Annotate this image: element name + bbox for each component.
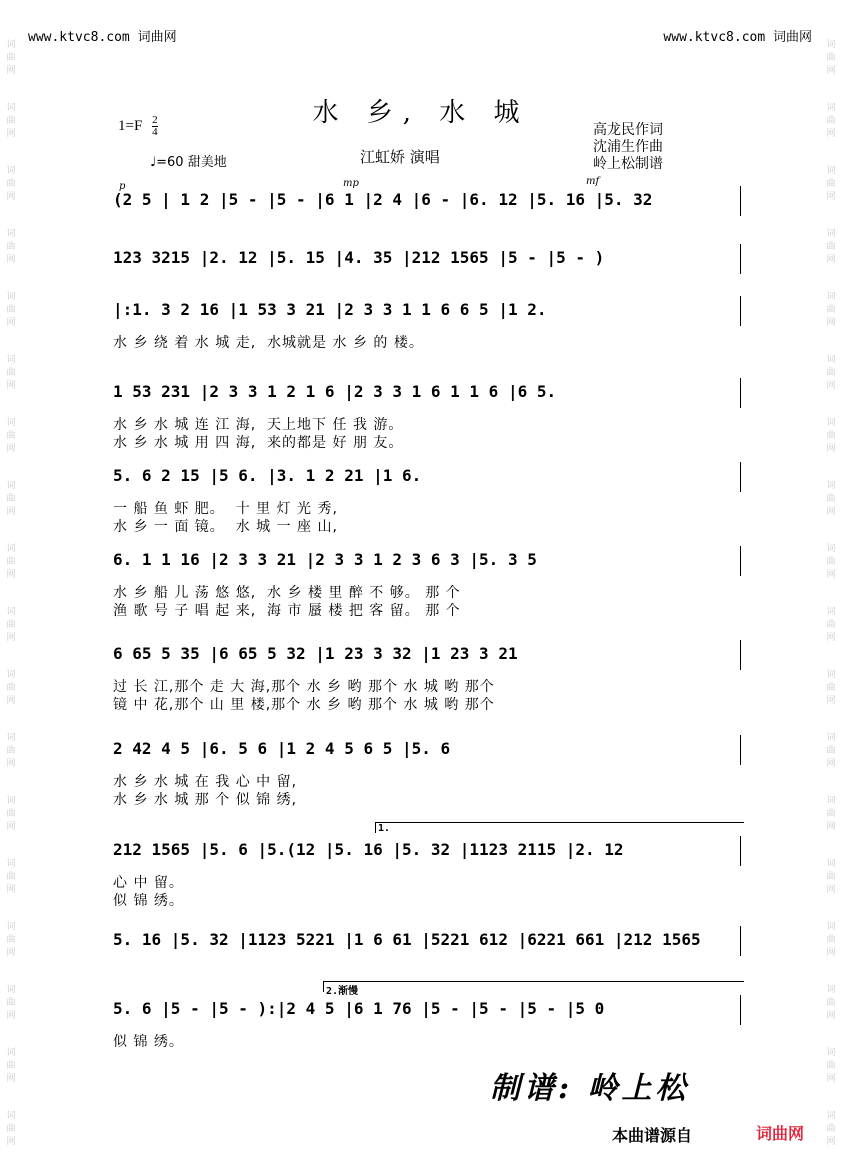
jianpu-notes: 123 3215 |2. 12 |5. 15 |4. 35 |212 1565 |5 - |5 - ) [113,248,605,267]
watermark-glyph: 网 [826,633,836,643]
watermark-glyph: 网 [826,66,836,76]
watermark-glyph: 词 [6,166,16,176]
watermark-glyph: 曲 [6,179,16,189]
watermark-glyph: 曲 [6,305,16,315]
watermark-glyph: 词 [826,985,836,995]
jianpu-notes: 212 1565 |5. 6 |5.(12 |5. 16 |5. 32 |1123 2115 |2. 12 [113,840,624,859]
lyric-line: 镜 中 花,那个 山 里 楼,那个 水 乡 哟 那个 水 城 哟 那个 [113,697,495,713]
lyric-line: 渔 歌 号 子 唱 起 来, 海 市 蜃 楼 把 客 留。 那 个 [113,603,461,619]
footer-site-link[interactable]: 词曲网 [756,1124,805,1143]
watermark-glyph: 词 [6,418,16,428]
watermark-glyph: 曲 [6,116,16,126]
watermark-glyph: 词 [6,985,16,995]
watermark-glyph: 网 [826,570,836,580]
watermark-glyph: 词 [6,1048,16,1058]
author-credits [593,122,663,173]
watermark-glyph: 词 [6,733,16,743]
score-system [113,546,741,620]
watermark-glyph: 词 [826,229,836,239]
watermark-glyph: 网 [6,633,16,643]
watermark-glyph: 网 [826,885,836,895]
footer-source-label: 本曲谱源自 [612,1126,693,1145]
right-watermark-strip [824,40,838,1174]
notation-line [113,546,741,572]
watermark-glyph: 曲 [6,242,16,252]
jianpu-notes: |:1. 3 2 16 |1 53 3 21 |2 3 3 1 1 6 6 5 |1 2. [113,300,547,319]
end-barline [740,546,741,576]
lyric-line: 过 长 江,那个 走 大 海,那个 水 乡 哟 那个 水 城 哟 那个 [113,679,495,695]
end-barline [740,186,741,216]
jianpu-notes: 5. 6 |5 - |5 - ):|2 4 5 |6 1 76 |5 - |5 - |5 - |5 0 [113,999,605,1018]
watermark-glyph: 网 [826,1074,836,1084]
watermark-glyph: 词 [826,418,836,428]
composer-credit: 沈浦生作曲 [593,139,663,155]
singer-credit: 江虹娇 演唱 [360,148,440,166]
volta-bracket: 1. [375,822,744,833]
end-barline [740,462,741,492]
watermark-glyph: 词 [6,859,16,869]
watermark-glyph: 曲 [6,368,16,378]
end-barline [740,244,741,274]
transcriber-signature: 制谱: 岭上松 [490,1071,690,1106]
lyric-line: 似 锦 绣。 [113,1034,184,1050]
notation-line [113,378,741,404]
watermark-glyph: 词 [826,1048,836,1058]
watermark-glyph: 网 [6,948,16,958]
watermark-glyph: 网 [6,696,16,706]
score-system [113,244,741,270]
key-label: 1=F [118,117,143,134]
end-barline [740,296,741,326]
watermark-glyph: 曲 [826,494,836,504]
watermark-glyph: 词 [826,544,836,554]
watermark-glyph: 词 [826,670,836,680]
watermark-glyph: 网 [6,192,16,202]
watermark-glyph: 词 [6,40,16,50]
dynamic-mf: mf [586,176,600,187]
watermark-glyph: 曲 [6,557,16,567]
end-barline [740,995,741,1025]
watermark-glyph: 词 [6,544,16,554]
jianpu-notes: 1 53 231 |2 3 3 1 2 1 6 |2 3 3 1 6 1 1 6 |6 5. [113,382,557,401]
watermark-glyph: 曲 [826,431,836,441]
watermark-glyph: 网 [6,570,16,580]
end-barline [740,926,741,956]
score-system [113,186,741,212]
score-system [113,462,741,536]
watermark-glyph: 曲 [6,746,16,756]
notation-line [113,462,741,488]
lyric-line: 一 船 鱼 虾 肥。 十 里 灯 光 秀, [113,501,338,517]
watermark-glyph: 词 [826,103,836,113]
volta-bracket: 2.渐慢 [323,981,744,992]
watermark-glyph: 网 [6,1011,16,1021]
watermark-glyph: 曲 [826,809,836,819]
watermark-glyph: 词 [6,355,16,365]
watermark-glyph: 网 [826,192,836,202]
jianpu-notes: 5. 6 2 15 |5 6. |3. 1 2 21 |1 6. [113,466,422,485]
watermark-glyph: 词 [826,922,836,932]
notation-line [113,823,741,862]
watermark-glyph: 网 [826,822,836,832]
watermark-glyph: 曲 [826,242,836,252]
watermark-glyph: 网 [826,1011,836,1021]
watermark-glyph: 网 [826,255,836,265]
lyric-line: 水 乡 水 城 在 我 心 中 留, [113,774,298,790]
time-bottom: 4 [152,126,158,138]
watermark-glyph: 网 [6,444,16,454]
watermark-glyph: 词 [6,922,16,932]
watermark-glyph: 网 [826,444,836,454]
lyric-line: 水 乡 水 城 用 四 海, 来的都是 好 朋 友。 [113,435,404,451]
watermark-glyph: 曲 [826,305,836,315]
notation-line [113,986,741,1021]
jianpu-notes: 6. 1 1 16 |2 3 3 21 |2 3 3 1 2 3 6 3 |5. 3 5 [113,550,537,569]
watermark-glyph: 词 [6,607,16,617]
score-system [113,378,741,452]
watermark-glyph: 曲 [6,53,16,63]
watermark-glyph: 网 [826,507,836,517]
watermark-glyph: 网 [6,318,16,328]
watermark-glyph: 词 [826,859,836,869]
dynamic-p: p [119,181,126,192]
score-system [113,640,741,714]
header-url-right[interactable]: www.ktvc8.com 词曲网 [663,30,812,45]
watermark-glyph: 网 [826,381,836,391]
header-url-left[interactable]: www.ktvc8.com 词曲网 [28,30,177,45]
watermark-glyph: 网 [6,255,16,265]
watermark-glyph: 曲 [6,1124,16,1134]
lyric-line: 似 锦 绣。 [113,893,184,909]
score-system [113,735,741,809]
notation-line [113,926,741,952]
watermark-glyph: 网 [826,1137,836,1147]
end-barline [740,836,741,866]
tempo-marking: ♩=60 甜美地 [150,155,227,170]
transcriber-credit: 岭上松制谱 [593,156,663,172]
watermark-glyph: 词 [826,733,836,743]
lyric-line: 水 乡 绕 着 水 城 走, 水城就是 水 乡 的 楼。 [113,335,424,351]
score-system [113,986,741,1051]
watermark-glyph: 网 [826,696,836,706]
watermark-glyph: 网 [6,507,16,517]
jianpu-notes: (2 5 | 1 2 |5 - |5 - |6 1 |2 4 |6 - |6. 12 |5. 16 |5. 32 [113,190,653,209]
score-system [113,823,741,910]
watermark-glyph: 词 [6,1111,16,1121]
end-barline [740,735,741,765]
watermark-glyph: 词 [826,292,836,302]
notation-line [113,735,741,761]
score-system [113,296,741,352]
watermark-glyph: 词 [826,166,836,176]
watermark-glyph: 曲 [6,431,16,441]
watermark-glyph: 网 [6,129,16,139]
watermark-glyph: 曲 [6,998,16,1008]
notation-line [113,640,741,666]
notation-line [113,296,741,322]
watermark-glyph: 曲 [826,1061,836,1071]
watermark-glyph: 词 [6,796,16,806]
watermark-glyph: 曲 [826,1124,836,1134]
end-barline [740,640,741,670]
watermark-glyph: 词 [6,292,16,302]
watermark-glyph: 网 [826,948,836,958]
watermark-glyph: 曲 [6,620,16,630]
watermark-glyph: 词 [826,481,836,491]
watermark-glyph: 词 [6,103,16,113]
watermark-glyph: 词 [6,670,16,680]
watermark-glyph: 曲 [6,494,16,504]
end-barline [740,378,741,408]
watermark-glyph: 网 [826,759,836,769]
lyric-line: 水 乡 船 儿 荡 悠 悠, 水 乡 楼 里 醉 不 够。 那 个 [113,585,461,601]
watermark-glyph: 曲 [6,872,16,882]
dynamic-mp: mp [343,178,359,189]
watermark-glyph: 词 [826,1111,836,1121]
watermark-glyph: 曲 [826,53,836,63]
watermark-glyph: 曲 [826,116,836,126]
watermark-glyph: 网 [6,822,16,832]
watermark-glyph: 词 [826,607,836,617]
watermark-glyph: 网 [6,1074,16,1084]
watermark-glyph: 词 [6,481,16,491]
lyric-line: 心 中 留。 [113,875,184,891]
watermark-glyph: 曲 [826,620,836,630]
lyric-line: 水 乡 一 面 镜。 水 城 一 座 山, [113,519,338,535]
lyric-line: 水 乡 水 城 那 个 似 锦 绣, [113,792,298,808]
lyric-line: 水 乡 水 城 连 江 海, 天上地下 任 我 游。 [113,417,404,433]
watermark-glyph: 曲 [826,935,836,945]
watermark-glyph: 词 [826,796,836,806]
time-top: 2 [152,114,158,126]
jianpu-notes: 2 42 4 5 |6. 5 6 |1 2 4 5 6 5 |5. 6 [113,739,451,758]
score-system [113,926,741,952]
watermark-glyph: 网 [6,759,16,769]
watermark-glyph: 曲 [826,998,836,1008]
song-title: 水 乡, 水 城 [312,98,530,128]
watermark-glyph: 曲 [6,809,16,819]
watermark-glyph: 词 [826,40,836,50]
watermark-glyph: 曲 [826,746,836,756]
watermark-glyph: 网 [6,1137,16,1147]
watermark-glyph: 网 [826,129,836,139]
watermark-glyph: 曲 [826,179,836,189]
notation-line [113,244,741,270]
notation-line [113,186,741,212]
watermark-glyph: 曲 [826,683,836,693]
watermark-glyph: 曲 [826,557,836,567]
watermark-glyph: 网 [6,885,16,895]
watermark-glyph: 曲 [6,1061,16,1071]
watermark-glyph: 曲 [826,368,836,378]
left-watermark-strip [4,40,18,1174]
watermark-glyph: 曲 [826,872,836,882]
watermark-glyph: 网 [6,381,16,391]
lyricist-credit: 高龙民作词 [593,122,663,138]
watermark-glyph: 网 [6,66,16,76]
watermark-glyph: 网 [826,318,836,328]
watermark-glyph: 词 [6,229,16,239]
watermark-glyph: 曲 [6,683,16,693]
jianpu-notes: 6 65 5 35 |6 65 5 32 |1 23 3 32 |1 23 3 21 [113,644,518,663]
watermark-glyph: 词 [826,355,836,365]
jianpu-notes: 5. 16 |5. 32 |1123 5221 |1 6 61 |5221 612 |6221 661 |212 1565 [113,930,701,949]
watermark-glyph: 曲 [6,935,16,945]
